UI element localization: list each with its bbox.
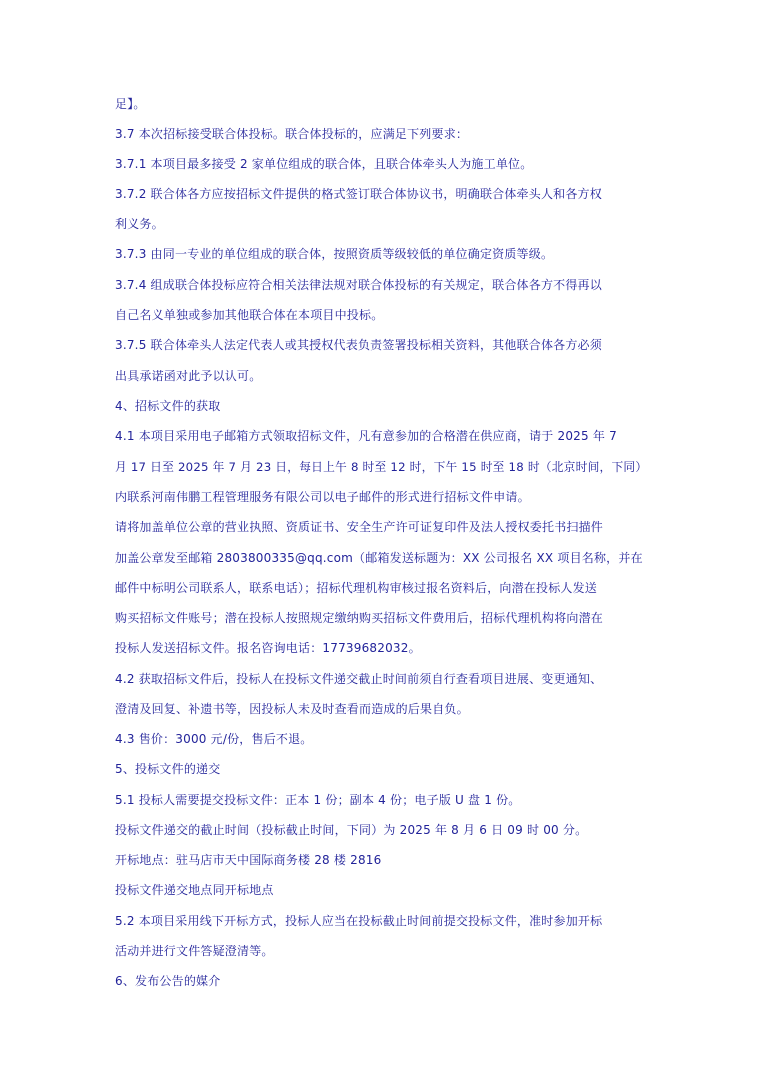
text-line: 3.7 本次招标接受联合体投标。联合体投标的，应满足下列要求： (115, 127, 469, 141)
text-line: 3.7.1 本项目最多接受 2 家单位组成的联合体，且联合体牵头人为施工单位。 (115, 157, 533, 171)
section-heading: 6、发布公告的媒介 (115, 974, 221, 988)
text-line: 5.1 投标人需要提交投标文件：正本 1 份；副本 4 份；电子版 U 盘 1 份。 (115, 793, 521, 807)
text-line: 澄清及回复、补遗书等，因投标人未及时查看而造成的后果自负。 (115, 702, 469, 716)
text-line: 3.7.5 联合体牵头人法定代表人或其授权代表负责签署投标相关资料，其他联合体各方必须 (115, 338, 602, 352)
text-line: 4.3 售价：3000 元/份，售后不退。 (115, 732, 313, 746)
text-line: 4.1 本项目采用电子邮箱方式领取招标文件，凡有意参加的合格潜在供应商，请于 2025 年 7 (115, 429, 617, 443)
text-line: 加盖公章发至邮箱 2803800335@qq.com（邮箱发送标题为：XX 公司报名 XX 项目名称，并在 (115, 551, 643, 565)
text-line: 活动并进行文件答疑澄清等。 (115, 944, 274, 958)
text-line: 购买招标文件账号；潜在投标人按照规定缴纳购买招标文件费用后，招标代理机构将向潜在 (115, 611, 604, 625)
text-line: 4.2 获取招标文件后，投标人在投标文件递交截止时间前须自行查看项目进展、变更通知、 (115, 672, 603, 686)
text-line: 投标人发送招标文件。报名咨询电话：17739682032。 (115, 641, 421, 655)
text-line: 5.2 本项目采用线下开标方式，投标人应当在投标截止时间前提交投标文件，准时参加开标 (115, 914, 603, 928)
text-line: 月 17 日至 2025 年 7 月 23 日，每日上午 8 时至 12 时，下午 15 时至 18 时（北京时间，下同） (115, 460, 648, 474)
text-line: 投标文件递交的截止时间（投标截止时间，下同）为 2025 年 8 月 6 日 09 时 00 分。 (115, 823, 588, 837)
section-heading: 4、招标文件的获取 (115, 399, 221, 413)
text-line: 利义务。 (115, 217, 164, 231)
text-line: 开标地点：驻马店市天中国际商务楼 28 楼 2816 (115, 853, 382, 867)
text-line: 3.7.2 联合体各方应按招标文件提供的格式签订联合体协议书，明确联合体牵头人和各方权 (115, 187, 602, 201)
text-line: 邮件中标明公司联系人，联系电话）；招标代理机构审核过报名资料后，向潜在投标人发送 (115, 581, 598, 595)
text-line: 3.7.3 由同一专业的单位组成的联合体，按照资质等级较低的单位确定资质等级。 (115, 247, 554, 261)
text-line: 请将加盖单位公章的营业执照、资质证书、安全生产许可证复印件及法人授权委托书扫描件 (115, 520, 604, 534)
text-line: 投标文件递交地点同开标地点 (115, 883, 274, 897)
text-line: 自己名义单独或参加其他联合体在本项目中投标。 (115, 308, 384, 322)
text-line: 足】。 (115, 97, 146, 111)
text-line: 出具承诺函对此予以认可。 (115, 369, 262, 383)
section-heading: 5、投标文件的递交 (115, 762, 221, 776)
text-line: 3.7.4 组成联合体投标应符合相关法律法规对联合体投标的有关规定，联合体各方不得再以 (115, 278, 602, 292)
text-line: 内联系河南伟鹏工程管理服务有限公司以电子邮件的形式进行招标文件申请。 (115, 490, 530, 504)
